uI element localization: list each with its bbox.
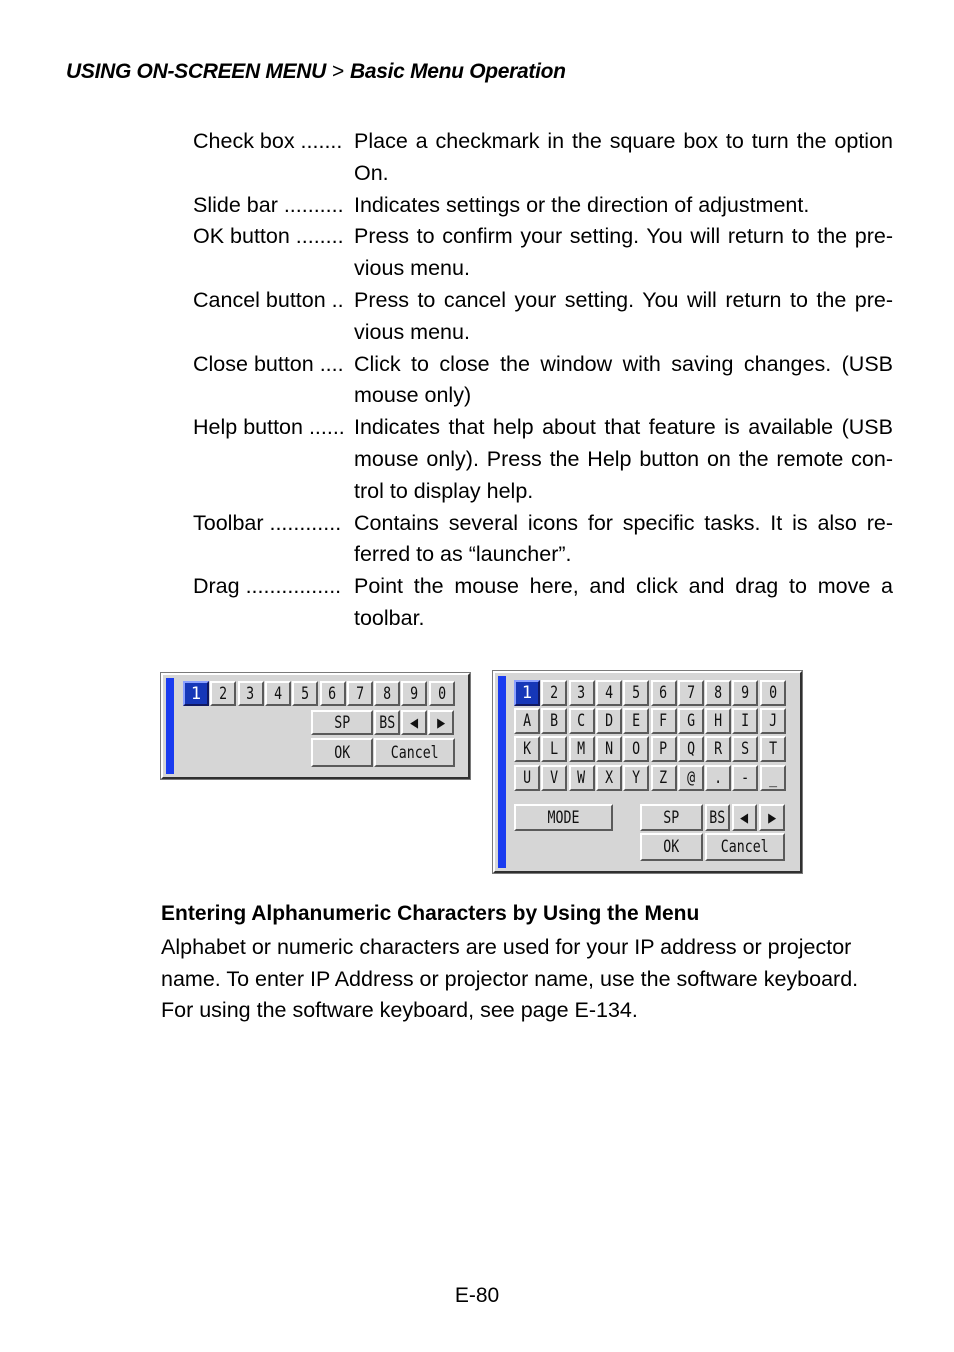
key-char-label: I xyxy=(741,711,750,731)
key-char[interactable] xyxy=(514,680,540,706)
cursor-left-button[interactable] xyxy=(732,804,757,831)
key-char-label: K xyxy=(523,739,531,759)
key-char[interactable] xyxy=(651,736,677,762)
key-char[interactable] xyxy=(678,680,704,706)
key-char-label: O xyxy=(632,739,641,759)
key-char[interactable] xyxy=(623,708,649,734)
numeric-software-keyboard xyxy=(161,673,470,779)
key-char-label: F xyxy=(659,711,668,731)
key-char-label: 5 xyxy=(632,683,641,703)
key-char-label: T xyxy=(768,739,777,759)
header-subsection: Basic Menu Operation xyxy=(350,60,566,83)
definition-term: Slide bar .......... xyxy=(193,192,344,217)
key-char[interactable] xyxy=(569,736,595,762)
key-char-label: 2 xyxy=(550,683,559,703)
key-char[interactable] xyxy=(569,680,595,706)
section-title: Entering Alphanumeric Characters by Using the Menu xyxy=(161,902,700,925)
key-char-label: E xyxy=(632,711,641,731)
key-digit-label: 8 xyxy=(383,683,392,704)
key-char-label: C xyxy=(577,711,586,731)
key-digit-label: 4 xyxy=(273,683,282,704)
cursor-left-button[interactable] xyxy=(401,710,427,735)
backspace-button-label: BS xyxy=(709,807,726,828)
key-char-label: R xyxy=(714,739,723,759)
key-digit[interactable] xyxy=(238,681,264,706)
cancel-button[interactable] xyxy=(374,738,455,767)
definition-item xyxy=(193,190,893,222)
definition-item xyxy=(193,349,893,413)
definition-term: Cancel button .. xyxy=(193,287,344,312)
cursor-right-button-label: ▶ xyxy=(768,807,776,828)
key-char-label: A xyxy=(523,711,531,731)
key-char-label: Q xyxy=(686,739,695,759)
key-char[interactable] xyxy=(705,680,731,706)
definition-desc: Press to confirm your setting. You will return to the pre-vious menu. xyxy=(354,224,893,281)
key-digit-label: 3 xyxy=(246,683,255,704)
key-char[interactable] xyxy=(760,765,786,791)
key-char-label: 9 xyxy=(741,683,750,703)
key-char[interactable] xyxy=(596,680,622,706)
definition-term: Help button ...... xyxy=(193,415,345,440)
alphanumeric-software-keyboard xyxy=(493,671,802,873)
keyboard-drag-bar[interactable] xyxy=(166,678,174,774)
key-char-label: 6 xyxy=(659,683,668,703)
key-char[interactable] xyxy=(732,708,758,734)
space-button-label: SP xyxy=(663,807,680,828)
key-digit-label: 0 xyxy=(437,683,446,704)
definition-desc: Indicates settings or the direction of adjustment. xyxy=(354,192,810,217)
key-char[interactable] xyxy=(541,680,567,706)
mode-button[interactable] xyxy=(514,804,613,831)
key-char-label: L xyxy=(550,739,559,759)
key-char-label: Z xyxy=(659,768,668,788)
key-char-label: D xyxy=(604,711,613,731)
cursor-right-button[interactable] xyxy=(428,710,454,735)
backspace-button[interactable] xyxy=(374,710,400,735)
cancel-button-label: Cancel xyxy=(390,742,439,763)
key-char[interactable] xyxy=(569,765,595,791)
key-char-label: B xyxy=(550,711,559,731)
key-char-label: X xyxy=(604,768,613,788)
definition-desc: Contains several icons for specific tasks. It is also re-ferred to as “launcher”. xyxy=(354,510,893,567)
keyboard-drag-bar[interactable] xyxy=(498,676,506,868)
key-char-label: V xyxy=(550,768,559,788)
definition-desc: Press to cancel your setting. You will return to the pre-vious menu. xyxy=(354,287,893,344)
definition-item xyxy=(193,221,893,285)
key-digit[interactable] xyxy=(347,681,373,706)
definition-list xyxy=(193,126,893,635)
key-char[interactable] xyxy=(760,708,786,734)
key-char[interactable] xyxy=(760,736,786,762)
key-char[interactable] xyxy=(732,680,758,706)
ok-button-label: OK xyxy=(663,837,680,857)
key-char[interactable] xyxy=(514,736,540,762)
key-char-label: U xyxy=(523,768,531,788)
mode-button-label: MODE xyxy=(547,807,580,828)
backspace-button[interactable] xyxy=(705,804,730,831)
key-char[interactable] xyxy=(569,708,595,734)
key-char[interactable] xyxy=(678,765,704,791)
space-button[interactable] xyxy=(311,710,373,735)
key-digit[interactable] xyxy=(292,681,318,706)
key-char[interactable] xyxy=(623,765,649,791)
definition-item xyxy=(193,126,893,190)
definition-term: Check box ....... xyxy=(193,129,343,153)
key-char-label: 0 xyxy=(768,683,777,703)
key-digit[interactable] xyxy=(183,681,209,706)
key-char[interactable] xyxy=(678,708,704,734)
key-digit-label: 9 xyxy=(410,683,419,704)
cursor-right-button-label: ▶ xyxy=(437,712,445,733)
definition-term: OK button ........ xyxy=(193,224,344,249)
key-char[interactable] xyxy=(623,736,649,762)
section-body: Alphabet or numeric characters are used for your IP address or projector name. To enter IP Address or projector name, use the software keyboard. For using the software keyboard, see page E-134. xyxy=(161,935,859,1022)
key-char[interactable] xyxy=(541,765,567,791)
ok-button-label: OK xyxy=(334,742,350,763)
definition-desc: Indicates that help about that feature is available (USB mouse only). Press the Help button on the remote con-trol to display help. xyxy=(354,415,893,503)
space-button-label: SP xyxy=(334,712,350,733)
key-char-label: S xyxy=(741,739,750,759)
key-char[interactable] xyxy=(541,736,567,762)
key-char[interactable] xyxy=(705,736,731,762)
key-char[interactable] xyxy=(705,765,731,791)
definition-desc: Point the mouse here, and click and drag to move a toolbar. xyxy=(354,574,893,630)
page-header xyxy=(66,60,566,84)
key-char-label: @ xyxy=(686,768,695,788)
key-digit-label: 6 xyxy=(328,683,337,704)
cancel-button-label: Cancel xyxy=(721,837,769,857)
key-digit[interactable] xyxy=(265,681,291,706)
key-char[interactable] xyxy=(732,736,758,762)
key-char-label: G xyxy=(686,711,695,731)
definition-item xyxy=(193,412,893,507)
key-char[interactable] xyxy=(514,765,540,791)
key-char[interactable] xyxy=(705,708,731,734)
key-char[interactable] xyxy=(678,736,704,762)
key-char[interactable] xyxy=(651,708,677,734)
key-char-label: . xyxy=(714,768,723,788)
key-digit-label: 2 xyxy=(219,683,228,704)
key-digit-label: 5 xyxy=(301,683,310,704)
key-char-label: - xyxy=(741,768,750,788)
key-char[interactable] xyxy=(651,680,677,706)
key-digit[interactable] xyxy=(429,681,455,706)
key-digit-label: 7 xyxy=(355,683,364,704)
definition-desc: Click to close the window with saving changes. (USB mouse only) xyxy=(354,351,893,408)
key-char-label: J xyxy=(768,711,777,731)
key-char[interactable] xyxy=(623,680,649,706)
page-number: E-80 xyxy=(454,1284,500,1307)
key-char[interactable] xyxy=(596,736,622,762)
backspace-button-label: BS xyxy=(379,712,395,733)
key-char-label: _ xyxy=(768,768,777,788)
key-char[interactable] xyxy=(596,765,622,791)
header-section: USING ON-SCREEN MENU xyxy=(66,60,327,83)
key-char[interactable] xyxy=(651,765,677,791)
key-digit[interactable] xyxy=(320,681,346,706)
ok-button[interactable] xyxy=(640,833,703,861)
key-char-label: 7 xyxy=(686,683,695,703)
key-char-label: 4 xyxy=(604,683,613,703)
key-digit[interactable] xyxy=(374,681,400,706)
cursor-right-button[interactable] xyxy=(759,804,785,831)
key-char[interactable] xyxy=(732,765,758,791)
definition-term: Drag ................ xyxy=(193,574,342,599)
key-char-label: M xyxy=(577,739,586,759)
key-char-label: 3 xyxy=(577,683,586,703)
definition-desc: Place a checkmark in the square box to turn the option On. xyxy=(354,129,893,185)
key-char-label: H xyxy=(714,711,723,731)
ok-button[interactable] xyxy=(311,738,373,767)
definition-item xyxy=(193,285,893,349)
definition-term: Close button .... xyxy=(193,351,344,376)
space-button[interactable] xyxy=(640,804,703,831)
cursor-left-button-label: ◀ xyxy=(410,712,418,733)
definition-term: Toolbar ............ xyxy=(193,510,342,535)
cancel-button[interactable] xyxy=(705,833,785,861)
cursor-left-button-label: ◀ xyxy=(740,807,749,828)
key-digit-label: 1 xyxy=(190,683,202,704)
definition-item xyxy=(193,508,893,572)
key-digit[interactable] xyxy=(401,681,427,706)
key-char-label: Y xyxy=(632,768,641,788)
key-char-label: N xyxy=(604,739,613,759)
key-char[interactable] xyxy=(596,708,622,734)
key-char-label: 1 xyxy=(521,683,533,703)
key-digit[interactable] xyxy=(210,681,236,706)
key-char[interactable] xyxy=(541,708,567,734)
key-char-label: P xyxy=(659,739,668,759)
key-char[interactable] xyxy=(514,708,540,734)
header-separator: > xyxy=(332,60,344,83)
key-char-label: 8 xyxy=(714,683,723,703)
definition-item xyxy=(193,571,893,635)
key-char[interactable] xyxy=(760,680,786,706)
key-char-label: W xyxy=(577,768,586,788)
